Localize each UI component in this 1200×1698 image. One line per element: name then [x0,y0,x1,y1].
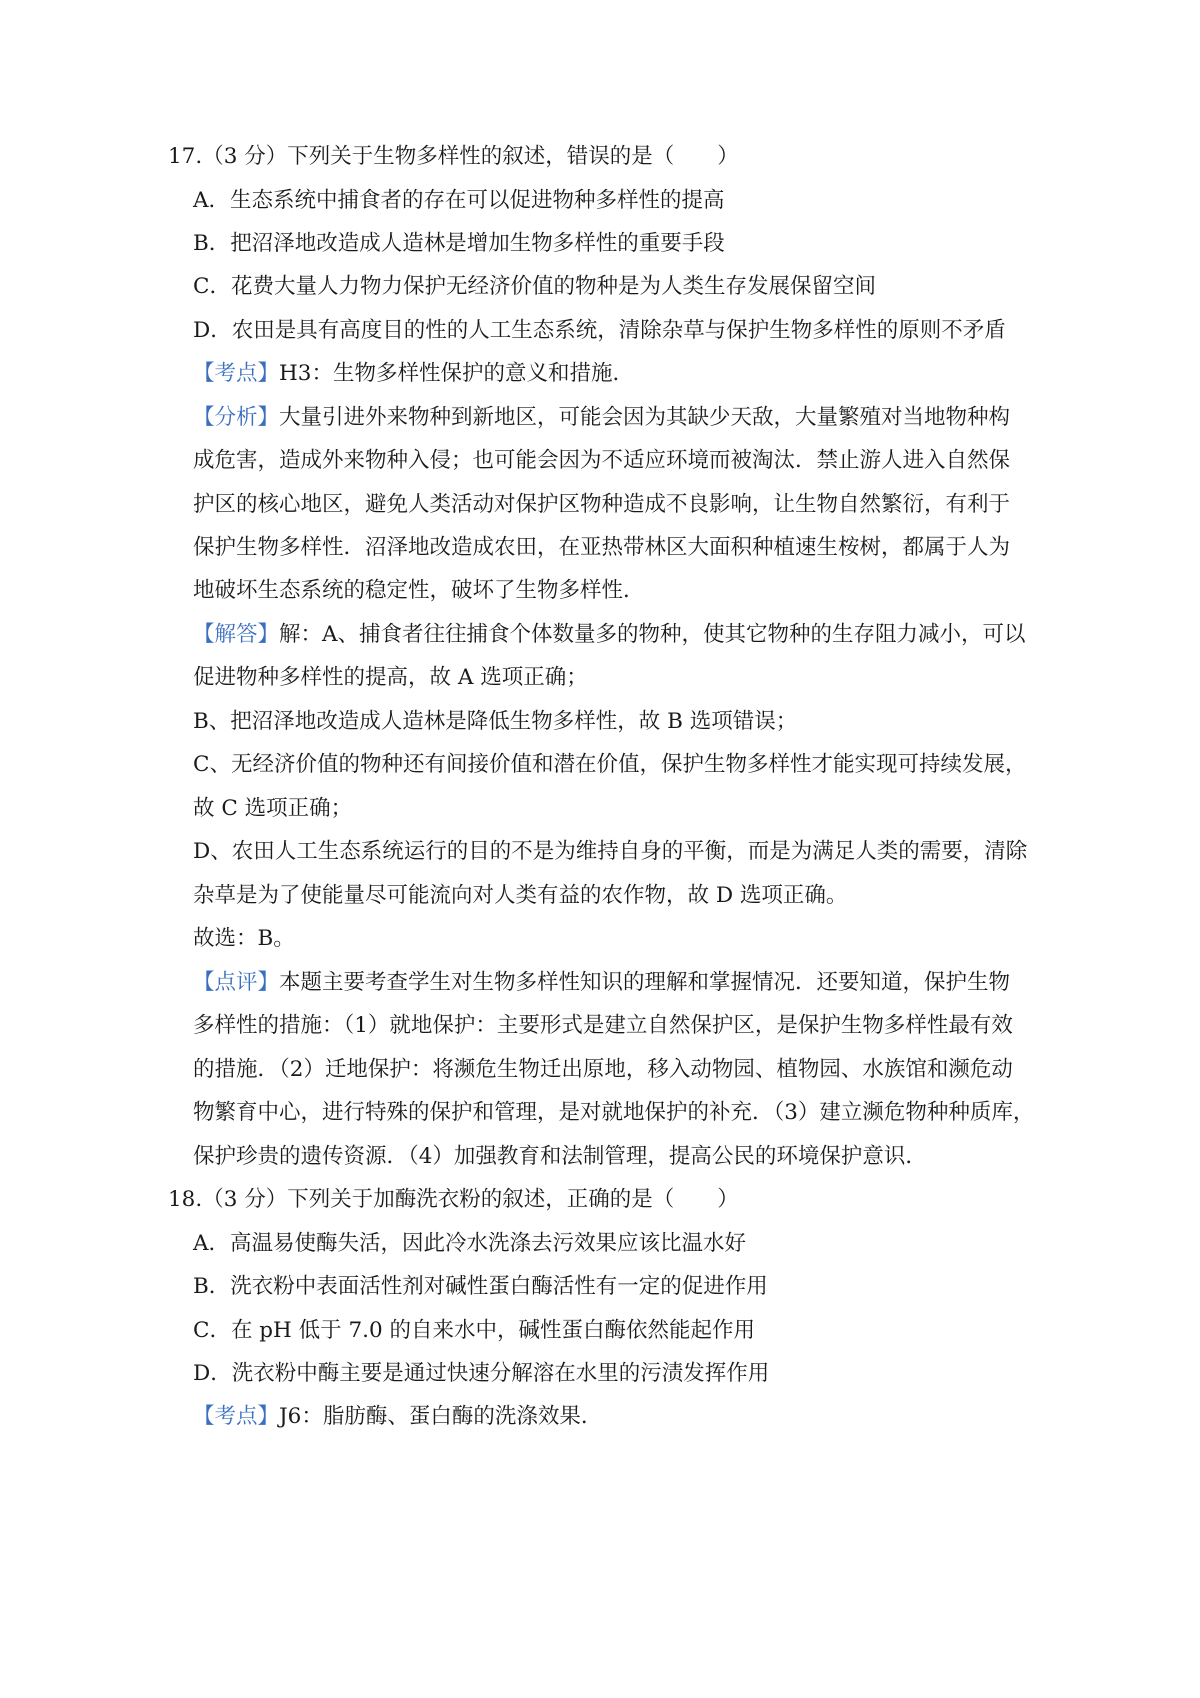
q17-option-a: A．生态系统中捕食者的存在可以促进物种多样性的提高 [193,188,725,213]
q18-stem: 18.（3 分）下列关于加酶洗衣粉的叙述，正确的是（ ） [168,1187,739,1212]
jieda-line: 促进物种多样性的提高，故 A 选项正确； [193,665,588,690]
dianping-line: 物繁育中心，进行特殊的保护和管理，是对就地保护的补充．（3）建立濒危物种种质库， [193,1100,1035,1125]
jieda-line: C、无经济价值的物种还有间接价值和潜在价值，保护生物多样性才能实现可持续发展， [193,752,1027,777]
dianping-line: 保护珍贵的遗传资源．（4）加强教育和法制管理，提高公民的环境保护意识． [193,1144,927,1169]
dianping-line: 的措施．（2）迁地保护：将濒危生物迁出原地，移入动物园、植物园、水族馆和濒危动 [193,1057,1013,1082]
q17-kaodian [193,359,634,389]
q18-option-a: A．高温易使酶失活，因此冷水洗涤去污效果应该比温水好 [193,1231,747,1256]
jieda-line: 故 C 选项正确； [193,796,353,821]
q18-option-c: C．在 pH 低于 7.0 的自来水中，碱性蛋白酶依然能起作用 [193,1318,755,1343]
fenxi-tag: 【分析】 [193,405,280,430]
jieda-line: 解：A、捕食者往往捕食个体数量多的物种，使其它物种的生存阻力减小，可以 [279,622,1026,647]
q17-option-d: D．农田是具有高度目的性的人工生态系统，清除杂草与保护生物多样性的原则不矛盾 [193,318,1006,343]
q18-option-d: D．洗衣粉中酶主要是通过快速分解溶在水里的污渍发挥作用 [193,1361,770,1386]
q18-option-b: B．洗衣粉中表面活性剂对碱性蛋白酶活性有一定的促进作用 [193,1274,768,1299]
q17-jieda [193,620,1026,650]
dianping-line: 本题主要考查学生对生物多样性知识的理解和掌握情况．还要知道，保护生物 [279,970,1011,995]
q17-option-b: B．把沼泽地改造成人造林是增加生物多样性的重要手段 [193,231,725,256]
dianping-line: 多样性的措施：（1）就地保护：主要形式是建立自然保护区，是保护生物多样性最有效 [193,1013,1013,1038]
q18-kaodian [193,1402,602,1432]
kaodian-tag: 【考点】 [193,361,280,386]
kaodian-tag: 【考点】 [193,1404,280,1429]
kaodian-text: J6：脂肪酶、蛋白酶的洗涤效果． [279,1404,603,1429]
jieda-line: D、农田人工生态系统运行的目的不是为维持自身的平衡，而是为满足人类的需要，清除 [193,839,1028,864]
fenxi-line: 护区的核心地区，避免人类活动对保护区物种造成不良影响，让生物自然繁衍，有利于 [193,492,1011,517]
jieda-tag: 【解答】 [193,622,280,647]
fenxi-line: 成危害，造成外来物种入侵；也可能会因为不适应环境而被淘汰．禁止游人进入自然保 [193,448,1011,473]
fenxi-line: 大量引进外来物种到新地区，可能会因为其缺少天敌，大量繁殖对当地物种构 [279,405,1011,430]
q17-option-c: C．花费大量人力物力保护无经济价值的物种是为人类生存发展保留空间 [193,274,876,299]
jieda-line: B、把沼泽地改造成人造林是降低生物多样性，故 B 选项错误； [193,709,798,734]
fenxi-line: 地破坏生态系统的稳定性，破坏了生物多样性． [193,578,645,603]
jieda-answer: 故选：B。 [193,926,295,951]
jieda-line: 杂草是为了使能量尽可能流向对人类有益的农作物，故 D 选项正确。 [193,883,848,908]
dianping-tag: 【点评】 [193,970,280,995]
q17-dianping [193,968,1010,998]
kaodian-text: H3：生物多样性保护的意义和措施． [279,361,634,386]
q17-stem: 17.（3 分）下列关于生物多样性的叙述，错误的是（ ） [168,144,739,169]
q17-fenxi [193,403,1010,433]
fenxi-line: 保护生物多样性．沼泽地改造成农田，在亚热带林区大面积种植速生桉树，都属于人为 [193,535,1011,560]
